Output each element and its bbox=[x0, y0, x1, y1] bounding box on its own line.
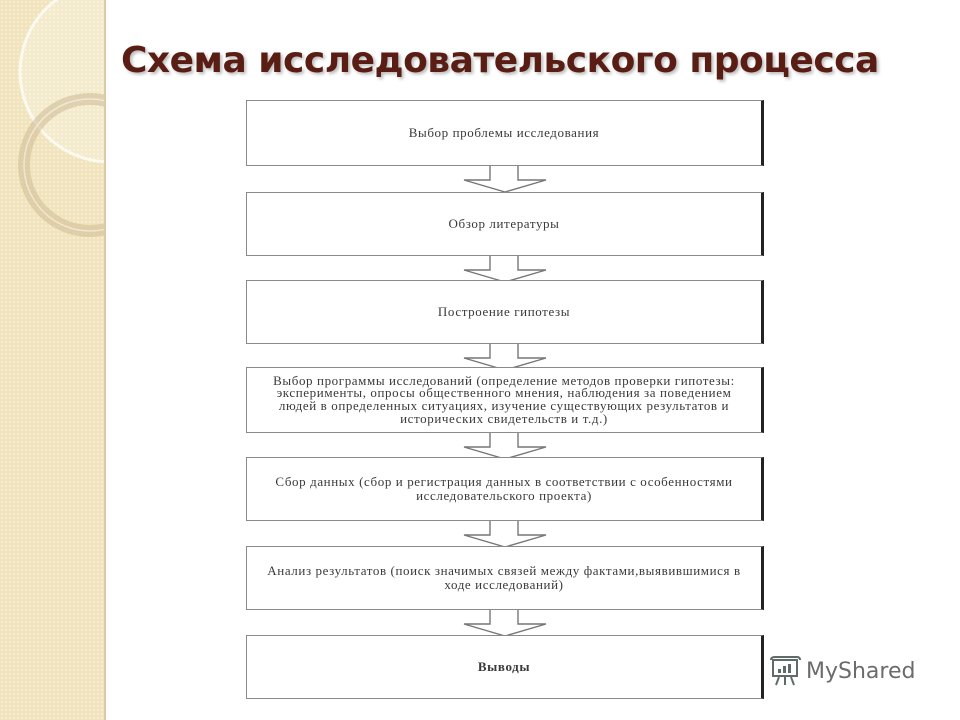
flow-step-literature-review bbox=[246, 192, 764, 256]
down-arrow-icon bbox=[463, 166, 547, 192]
flow-step-research-program bbox=[246, 367, 764, 433]
presentation-board-icon bbox=[768, 656, 802, 686]
flow-step-hypothesis bbox=[246, 280, 764, 344]
decorative-side-strip bbox=[0, 0, 106, 720]
slide-title: Схема исследовательского процесса bbox=[121, 40, 879, 81]
watermark-text: MyShared bbox=[806, 658, 916, 684]
step-label: Выбор проблемы исследования bbox=[408, 125, 600, 140]
step-label: Обзор литературы bbox=[448, 216, 560, 231]
down-arrow-icon bbox=[463, 521, 547, 547]
watermark-logo bbox=[768, 656, 915, 686]
step-label: Анализ результатов (поиск значимых связей между фактами,выявившимися в ходе исследований) bbox=[267, 563, 741, 592]
down-arrow-icon bbox=[463, 256, 547, 282]
flow-step-conclusions bbox=[246, 635, 764, 699]
flow-step-results-analysis bbox=[246, 546, 764, 610]
decorative-circles-icon bbox=[0, 0, 106, 720]
step-label: Построение гипотезы bbox=[437, 304, 571, 319]
flow-step-problem-selection bbox=[246, 100, 764, 166]
flow-step-data-collection bbox=[246, 457, 764, 521]
step-label: Выводы bbox=[477, 659, 531, 674]
down-arrow-icon bbox=[463, 610, 547, 636]
step-label: Сбор данных (сбор и регистрация данных в соответствии с особенностями исследовательского проекта) bbox=[275, 474, 733, 503]
down-arrow-icon bbox=[463, 433, 547, 459]
step-label: Выбор программы исследований (определение методов проверки гипотезы: эксперименты, опросы общественного мнения, наблюдения за поведением людей в определенных ситуациях, изучение существующих результатов и исторических свидетельств и т.д.) bbox=[273, 372, 735, 426]
